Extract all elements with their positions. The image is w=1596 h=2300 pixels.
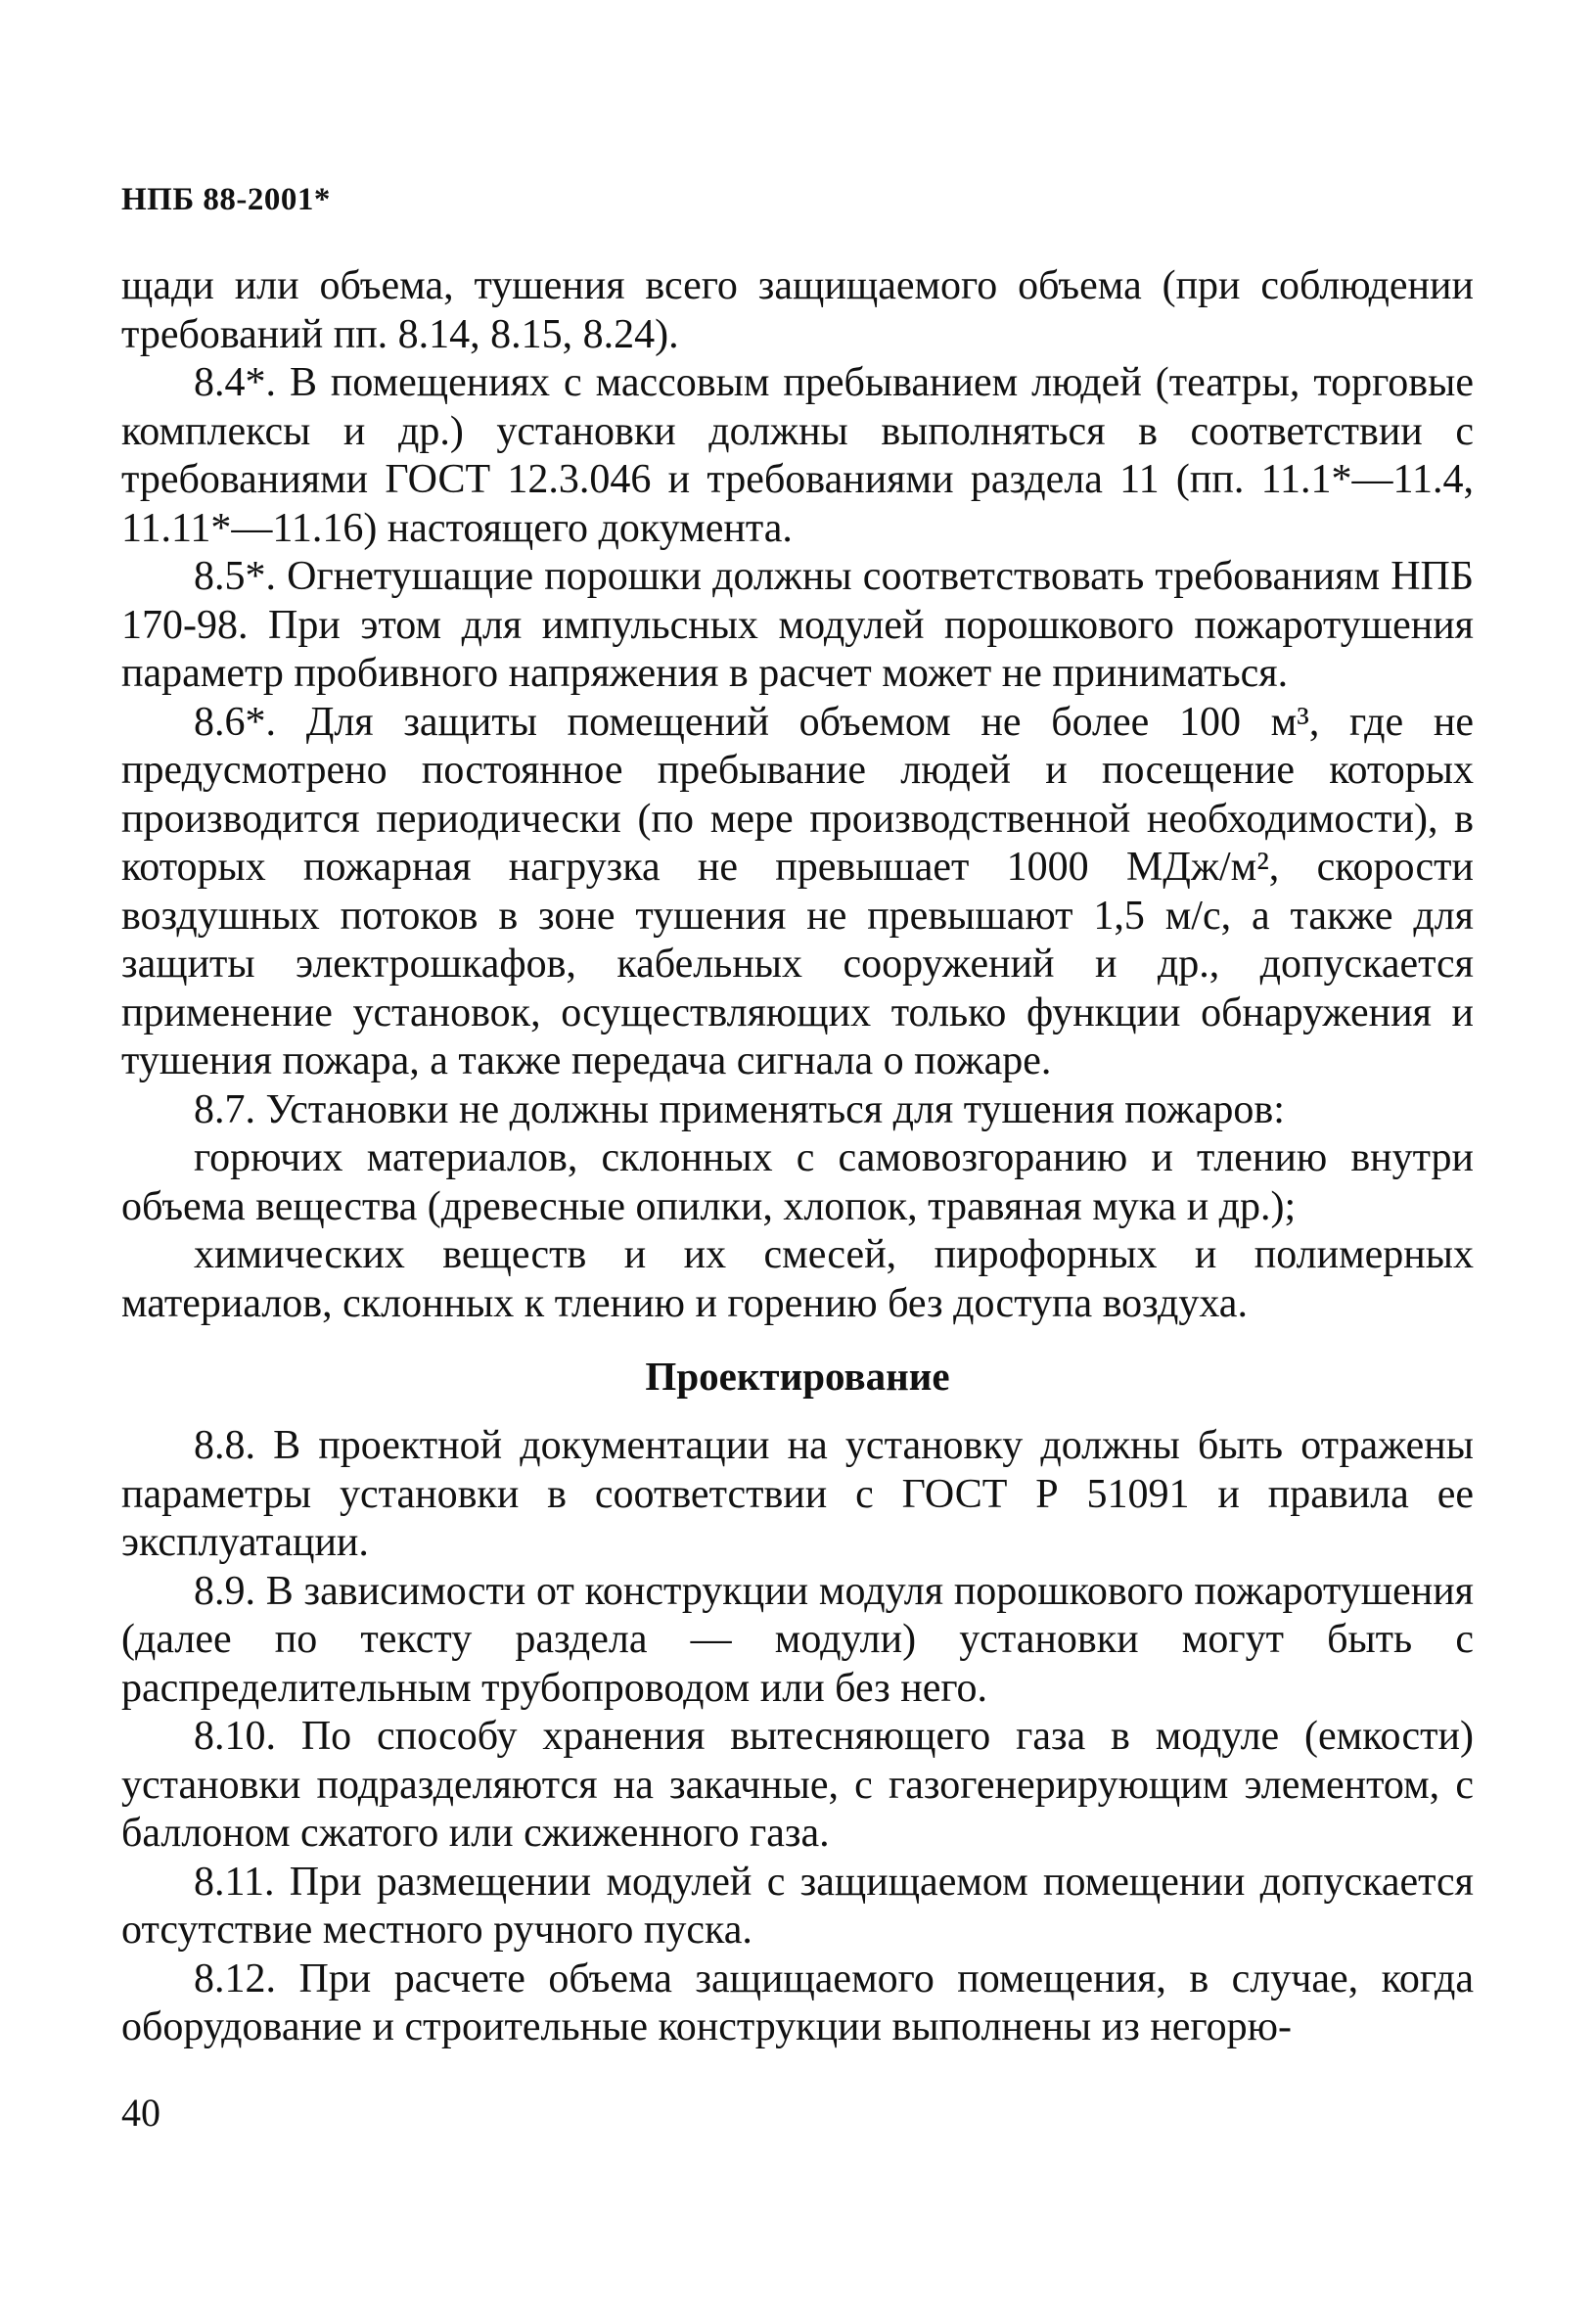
paragraphs-after — [121, 1422, 1474, 2052]
paragraph-8-11: 8.11. При размещении модулей с защищаемом помещении допускается отсутствие местного ручного пуска. — [121, 1859, 1474, 1953]
paragraphs-before — [121, 262, 1474, 1328]
document-header: НПБ 88-2001* — [121, 182, 331, 217]
paragraph: щади или объема, тушения всего защищаемого объема (при соблюдении требований пп. 8.14, 8.15, 8.24). — [121, 263, 1474, 357]
page-number: 40 — [121, 2091, 160, 2135]
paragraph-8-10: 8.10. По способу хранения вытесняющего газа в модуле (емкости) установки подразделяются на закачные, с газогенерирующим элементом, с баллоном сжатого или сжиженного газа. — [121, 1714, 1474, 1856]
paragraph-8-4: 8.4*. В помещениях с массовым пребыванием людей (театры, торговые комплексы и др.) установки должны выполняться в соответствии с требованиями ГОСТ 12.3.046 и требованиями раздела 11 (пп. 11.1*—11.4, 11.11*—11.16) настоящего документа. — [121, 360, 1474, 551]
paragraph-8-6: 8.6*. Для защиты помещений объемом не более 100 м³, где не предусмотрено постоянное пребывание людей и посещение которых производится периодически (по мере производственной необходимости), в которых пожарная нагрузка не превышает 1000 МДж/м², скорости воздушных потоков в зоне тушения не превышают 1,5 м/с, а также для защиты электрошкафов, кабельных сооружений и др., допускается применение установок, осуществляющих только функции обнаружения и тушения пожара, а также передача сигнала о пожаре. — [121, 699, 1474, 1083]
paragraph-8-8: 8.8. В проектной документации на установку должны быть отражены параметры установки в соответствии с ГОСТ Р 51091 и правила ее эксплуатации. — [121, 1423, 1474, 1565]
paragraph-8-7-item-a: горючих материалов, склонных с самовозгоранию и тлению внутри объема вещества (древесные опилки, хлопок, травяная мука и др.); — [121, 1135, 1474, 1229]
body-text — [121, 262, 1474, 2052]
paragraph-8-5: 8.5*. Огнетушащие порошки должны соответствовать требованиям НПБ 170-98. При этом для импульсных модулей порошкового пожаротушения параметр пробивного напряжения в расчет может не приниматься. — [121, 554, 1474, 696]
paragraph-8-7: 8.7. Установки не должны применяться для тушения пожаров: — [194, 1086, 1285, 1132]
paragraph-8-9: 8.9. В зависимости от конструкции модуля порошкового пожаротушения (далее по тексту раздела — модули) установки могут быть с распределительным трубопроводом или без него. — [121, 1568, 1474, 1711]
paragraph-8-7-item-b: химических веществ и их смесей, пирофорных и полимерных материалов, склонных к тлению и горению без доступа воздуха. — [121, 1232, 1474, 1326]
paragraph-8-12: 8.12. При расчете объема защищаемого помещения, в случае, когда оборудование и строительные конструкции выполнены из негорю- — [121, 1955, 1474, 2049]
section-title: Проектирование — [645, 1354, 950, 1399]
